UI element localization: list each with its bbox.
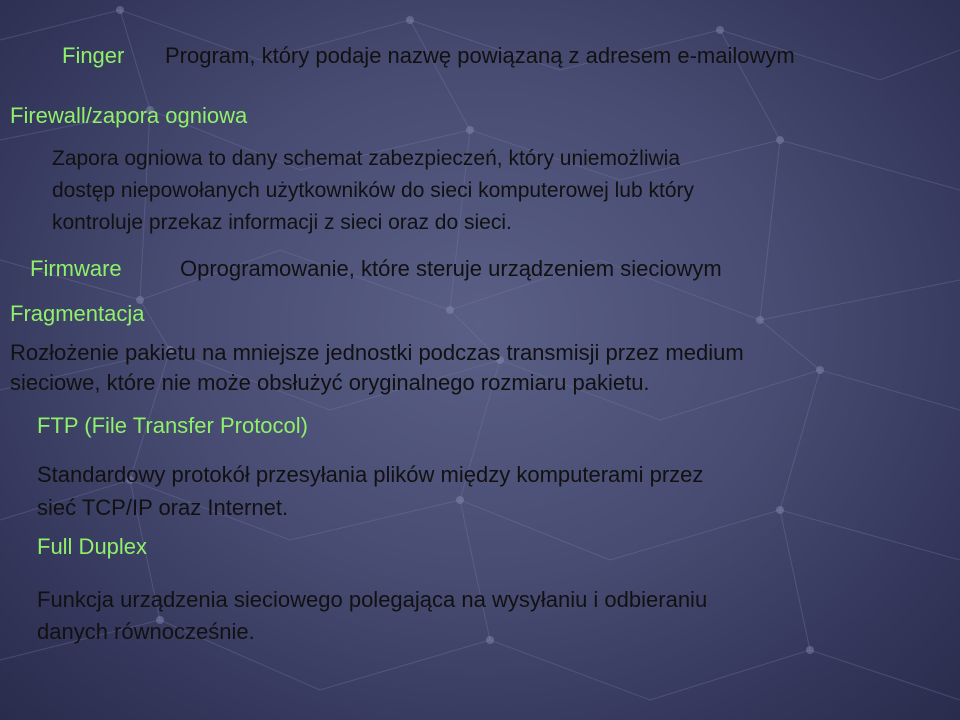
term-firewall: Firewall/zapora ogniowa [10, 103, 248, 128]
definition-full-duplex-line-1: Funkcja urządzenia sieciowego polegająca na wysyłaniu i odbieraniu [37, 587, 708, 612]
term-full-duplex: Full Duplex [37, 534, 148, 559]
definition-firewall-line-3: kontroluje przekaz informacji z sieci oraz do sieci. [52, 211, 512, 234]
definition-ftp-line-2: sieć TCP/IP oraz Internet. [37, 495, 289, 520]
definition-finger: Program, który podaje nazwę powiązaną z adresem e-mailowym [165, 43, 795, 68]
definition-full-duplex-line-2: danych równocześnie. [37, 619, 255, 644]
term-finger: Finger [62, 43, 125, 68]
definition-fragmentacja-line-1: Rozłożenie pakietu na mniejsze jednostki podczas transmisji przez medium [10, 340, 744, 365]
definition-fragmentacja-line-2: sieciowe, które nie może obsłużyć oryginalnego rozmiaru pakietu. [10, 370, 650, 395]
term-ftp: FTP (File Transfer Protocol) [37, 413, 308, 438]
definition-firewall-line-1: Zapora ogniowa to dany schemat zabezpieczeń, który uniemożliwia [52, 147, 681, 170]
definition-firmware: Oprogramowanie, które steruje urządzeniem sieciowym [180, 256, 722, 281]
definition-firewall-line-2: dostęp niepowołanych użytkowników do sieci komputerowej lub który [52, 179, 694, 202]
term-firmware: Firmware [30, 256, 122, 281]
definition-ftp-line-1: Standardowy protokół przesyłania plików między komputerami przez [37, 462, 704, 487]
term-fragmentacja: Fragmentacja [10, 301, 145, 326]
